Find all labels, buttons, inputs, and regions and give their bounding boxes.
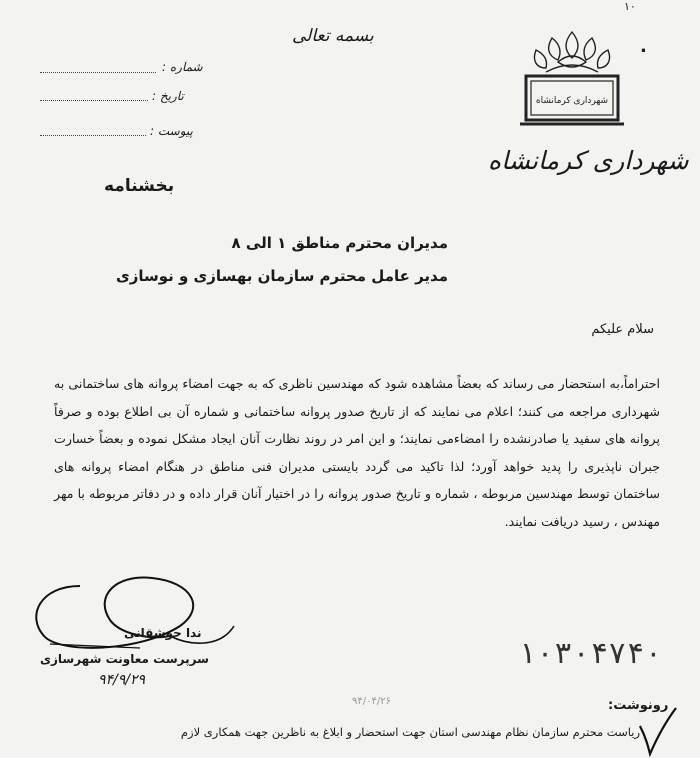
recipient-line-1: مدیران محترم مناطق ۱ الی ۸ <box>231 234 448 252</box>
document-type: بخشنامه <box>104 176 175 196</box>
corner-mark: . <box>640 36 647 57</box>
date-line <box>40 100 148 101</box>
signature-date: ۹۴/۹/۲۹ <box>98 672 146 688</box>
emblem-text: شهرداری کرمانشاه <box>535 96 609 106</box>
attachment-label: پیوست : <box>150 124 193 138</box>
municipality-name: شهرداری کرمانشاه <box>488 146 689 175</box>
copy-recipient-line: ریاست محترم سازمان نظام مهندسی استان جهت استحضار و ابلاغ به ناظرین جهت همکاری لازم <box>180 725 640 739</box>
check-mark-icon <box>636 704 680 758</box>
date-label: تاریخ : <box>152 89 184 103</box>
stamp-date: ۹۴/۰۴/۲۶ <box>352 696 391 707</box>
number-label: شماره : <box>162 60 203 74</box>
copy-label: رونوشت: <box>608 698 669 713</box>
greeting: سلام علیکم <box>591 322 654 337</box>
letter-body: احتراماً،به استحضار می رساند که بعضاً مشاهده شود که مهندسین ناظری که به جهت امضاء پروانه های ساختمانی به شهرداری مراجعه می کنند؛ اعلام می نمایند که از تاریخ صدور پروانه ساختمانی و شماره آن بی اطلاع بوده و صرفاً پروانه های سفید یا صادرنشده را امضاءمی نمایند؛ و این امر در روند نظارت آنان ایجاد مشکل نموده و بعضاً خسارت جبران ناپذیری را پدید خواهد آورد؛ لذا تاکید می گردد بایستی مدیران فنی مناطق در هنگام امضاء پروانه های ساختمان توسط مهندسین مربوطه ، شماره و تاریخ صدور پروانه را در اختیار آنان قرار داده و در دفاتر مربوطه با مهر مهندس ، رسید دریافت نمایند. <box>54 376 660 529</box>
signer-role: سرپرست معاونت شهرسازی <box>40 652 209 666</box>
signer-name: ندا جوشقانی <box>124 626 202 640</box>
number-line <box>40 72 156 73</box>
page-corner-number: ۱۰ <box>624 0 636 13</box>
attachment-line <box>40 135 146 136</box>
basmala: بسمه تعالی <box>292 26 374 46</box>
reference-number: ۱۰۳۰۴۷۴۰ <box>518 636 663 671</box>
recipient-line-2: مدیر عامل محترم سازمان بهسازی و نوسازی <box>115 267 448 285</box>
municipality-emblem <box>512 28 632 128</box>
